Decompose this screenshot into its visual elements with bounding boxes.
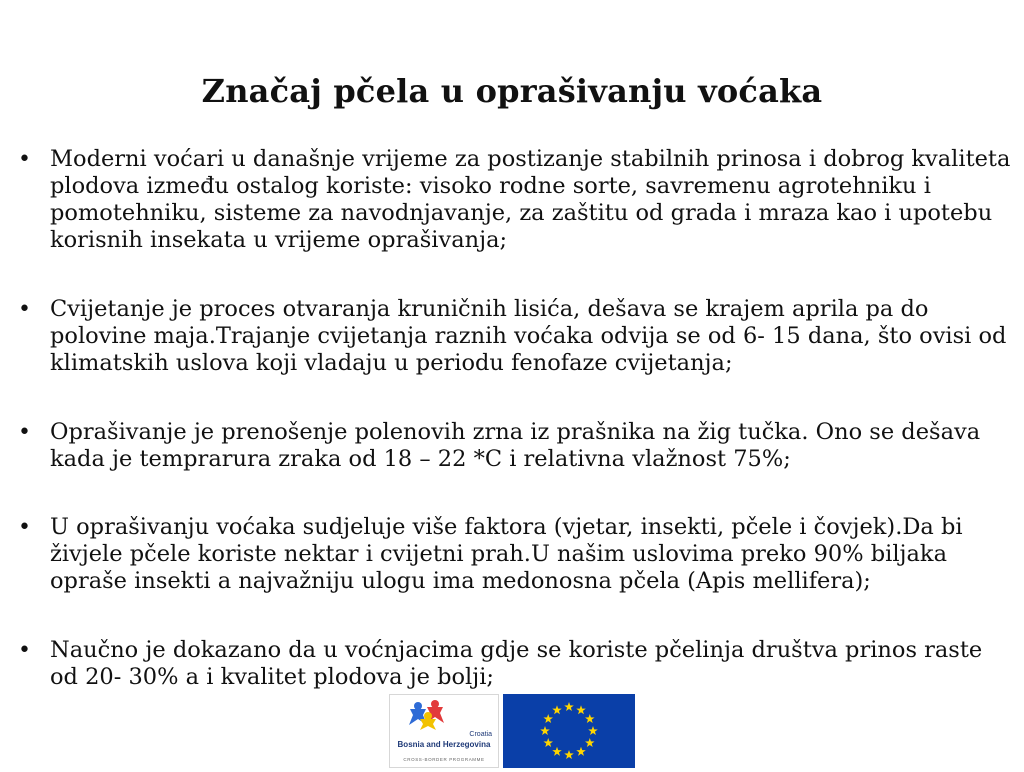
- stars-figures-icon: [390, 695, 498, 731]
- eu-flag-icon: [503, 694, 635, 768]
- bullet-dot: •: [18, 515, 31, 540]
- ipa-programme-logo: [389, 694, 499, 768]
- eu-star-icon: [564, 702, 574, 711]
- bullet-text: Oprašivanje je prenošenje polenovih zrna iz prašnika na žig tučka. Ono se dešava kada je temprarura zraka od 18 – 22 *C i relativna vlažnost 75%;: [50, 419, 981, 472]
- bullet-text: Cvijetanje je proces otvaranja kruničnih lisića, dešava se krajem aprila pa do polovine maja.Trajanje cvijetanja raznih voćaka odvija se od 6- 15 dana, što ovisi od klimatskih uslova koji vladaju u periodu fenofaze cvijetanja;: [50, 296, 1007, 376]
- eu-star-icon: [564, 750, 574, 759]
- bullet-dot: •: [18, 638, 31, 663]
- bullet-dot: •: [18, 147, 31, 172]
- ipa-label-croatia: Croatia: [469, 731, 492, 738]
- slide-title: Značaj pčela u oprašivanju voćaka: [201, 72, 823, 110]
- eu-star-icon: [543, 738, 553, 747]
- ipa-label-programme: CROSS-BORDER PROGRAMME: [403, 757, 485, 762]
- footer-logos: [389, 694, 635, 768]
- ipa-label-bih: Bosnia and Herzegovina: [397, 740, 491, 749]
- eu-flag-logo: [503, 694, 635, 768]
- eu-star-icon: [552, 705, 562, 714]
- eu-star-icon: [552, 747, 562, 756]
- eu-star-icon: [576, 705, 586, 714]
- bullet-dot: •: [18, 297, 31, 322]
- eu-star-icon: [585, 714, 595, 723]
- bullet-text: Naučno je dokazano da u voćnjacima gdje se koriste pčelinja društva prinos raste od 20- 30% a i kvalitet plodova je bolji;: [50, 637, 983, 690]
- eu-star-icon: [588, 726, 598, 735]
- bullet-text: Moderni voćari u današnje vrijeme za postizanje stabilnih prinosa i dobrog kvaliteta plodova između ostalog koriste: visoko rodne sorte, savremenu agrotehniku i pomotehniku, sisteme za navodnjavanje, za zaštitu od grada i mraza kao i upotebu korisnih insekata u vrijeme oprašivanja;: [50, 146, 1011, 253]
- eu-star-icon: [543, 714, 553, 723]
- bullet-text: U oprašivanju voćaka sudjeluje više faktora (vjetar, insekti, pčele i čovjek).Da bi živjele pčele koriste nektar i cvijetni prah.U našim uslovima preko 90% biljaka opraše insekti a najvažniju ulogu ima medonosna pčela (Apis mellifera);: [50, 514, 963, 594]
- eu-star-icon: [576, 747, 586, 756]
- eu-star-icon: [585, 738, 595, 747]
- bullet-dot: •: [18, 420, 31, 445]
- eu-star-icon: [540, 726, 550, 735]
